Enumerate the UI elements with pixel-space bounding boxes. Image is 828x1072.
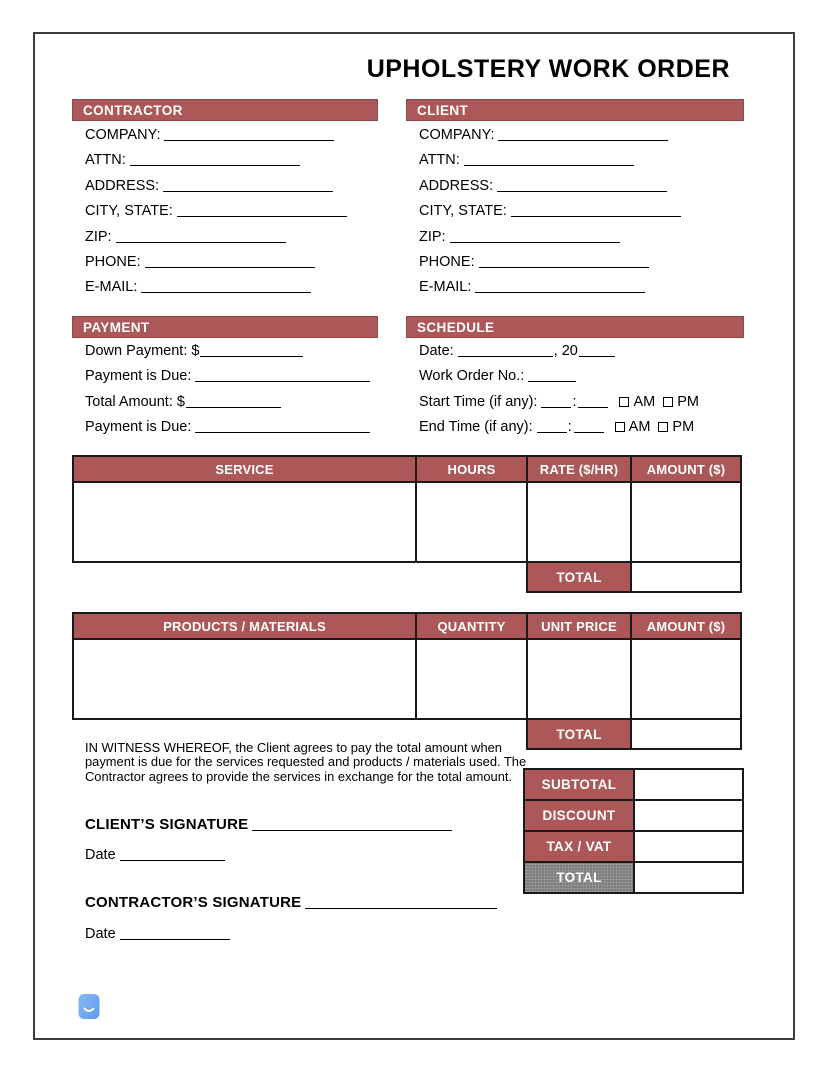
schedule-fields <box>419 339 699 441</box>
field-label: PHONE: <box>419 253 475 270</box>
address-blank-line <box>497 178 667 192</box>
contractor-address-row <box>85 174 347 199</box>
email-blank-line <box>141 279 311 293</box>
work-order-blank-line <box>528 368 576 382</box>
contractor-signature-line <box>305 895 497 909</box>
quantity-column-header: QUANTITY <box>416 613 527 639</box>
contractor-attn-row <box>85 148 347 173</box>
service-table <box>72 455 742 563</box>
am-label: AM <box>628 419 651 436</box>
year-prefix: , 20 <box>553 343 578 359</box>
client-zip-row <box>419 225 681 250</box>
client-city-state-row <box>419 199 681 224</box>
products-total-value <box>631 719 741 749</box>
discount-label: DISCOUNT <box>524 800 634 831</box>
company-blank-line <box>164 127 334 141</box>
attn-blank-line <box>130 152 300 166</box>
service-cell <box>73 482 416 562</box>
tax-vat-label: TAX / VAT <box>524 831 634 862</box>
payment-section-header: PAYMENT <box>72 316 378 338</box>
date-row <box>419 339 699 364</box>
client-fields <box>419 123 681 301</box>
products-table <box>72 612 742 720</box>
contractor-signature-label: CONTRACTOR’S SIGNATURE <box>85 894 302 911</box>
rate-cell <box>527 482 631 562</box>
payment-due-blank-line <box>195 368 370 382</box>
work-order-number-row <box>419 364 699 389</box>
field-label: COMPANY: <box>419 127 495 143</box>
unit-price-cell <box>527 639 631 719</box>
products-total-label: TOTAL <box>527 719 631 749</box>
client-signature-date-row <box>85 847 225 863</box>
down-payment-row <box>85 339 370 364</box>
payment-due-blank-line <box>195 419 370 433</box>
contractor-date-line <box>120 926 230 940</box>
attn-blank-line <box>464 152 634 166</box>
year-blank-line <box>579 343 615 357</box>
date-label: Date <box>85 847 116 863</box>
hours-column-header: HOURS <box>416 456 527 482</box>
eforms-logo-icon <box>78 993 100 1020</box>
contractor-section-header: CONTRACTOR <box>72 99 378 121</box>
contractor-email-row <box>85 275 347 300</box>
payment-due-row-1 <box>85 364 370 389</box>
service-total-row <box>526 561 742 593</box>
field-label: PHONE: <box>85 253 141 270</box>
payment-fields <box>85 339 370 441</box>
products-total-row <box>526 718 742 750</box>
client-attn-row <box>419 148 681 173</box>
start-minute-blank-line <box>578 394 608 408</box>
client-signature-label: CLIENT’S SIGNATURE <box>85 816 249 833</box>
service-total-value <box>631 562 741 592</box>
client-signature-line <box>252 817 452 831</box>
field-label: ADDRESS: <box>419 177 494 194</box>
zip-blank-line <box>450 229 620 243</box>
city-state-blank-line <box>177 203 347 217</box>
contractor-signature-date-row <box>85 926 230 942</box>
payment-due-row-2 <box>85 415 370 440</box>
discount-value <box>634 800 743 831</box>
service-column-header: SERVICE <box>73 456 416 482</box>
field-label: ATTN: <box>85 152 126 169</box>
field-label: Total Amount: $ <box>85 393 185 410</box>
service-total-label: TOTAL <box>527 562 631 592</box>
end-pm-checkbox <box>658 422 668 432</box>
client-signature-row <box>85 816 452 833</box>
date-blank-line <box>458 343 553 357</box>
witness-clause <box>85 741 526 784</box>
time-separator: : <box>567 419 572 436</box>
phone-blank-line <box>145 254 315 268</box>
total-amount-row <box>85 390 370 415</box>
time-separator: : <box>572 393 577 410</box>
start-time-row <box>419 390 699 415</box>
end-time-row <box>419 415 699 440</box>
document-title: UPHOLSTERY WORK ORDER <box>366 55 730 83</box>
pm-label: PM <box>677 393 699 410</box>
subtotal-row <box>524 769 743 800</box>
field-label: ATTN: <box>419 152 460 169</box>
email-blank-line <box>475 279 645 293</box>
tax-vat-row <box>524 831 743 862</box>
amount-cell <box>631 482 741 562</box>
discount-row <box>524 800 743 831</box>
rate-column-header: RATE ($/HR) <box>527 456 631 482</box>
field-label: ADDRESS: <box>85 177 160 194</box>
field-label: Payment is Due: <box>85 419 192 436</box>
contractor-company-row <box>85 123 347 148</box>
grand-total-value <box>634 862 743 893</box>
products-column-header: PRODUCTS / MATERIALS <box>73 613 416 639</box>
am-label: AM <box>633 393 656 410</box>
end-am-checkbox <box>615 422 625 432</box>
date-label: Date <box>85 926 116 942</box>
quantity-cell <box>416 639 527 719</box>
grand-total-row <box>524 862 743 893</box>
client-date-line <box>120 847 225 861</box>
contractor-fields <box>85 123 347 301</box>
field-label: COMPANY: <box>85 127 161 143</box>
start-am-checkbox <box>619 397 629 407</box>
contractor-zip-row <box>85 225 347 250</box>
unit-price-column-header: UNIT PRICE <box>527 613 631 639</box>
hours-cell <box>416 482 527 562</box>
amount-cell <box>631 639 741 719</box>
address-blank-line <box>163 178 333 192</box>
field-label: Payment is Due: <box>85 368 192 385</box>
field-label: Work Order No.: <box>419 368 525 385</box>
schedule-section-header: SCHEDULE <box>406 316 744 338</box>
client-company-row <box>419 123 681 148</box>
products-cell <box>73 639 416 719</box>
field-label: Down Payment: $ <box>85 343 200 359</box>
start-pm-checkbox <box>663 397 673 407</box>
products-table-row <box>73 639 741 719</box>
summary-table <box>523 768 744 894</box>
zip-blank-line <box>116 229 286 243</box>
field-label: ZIP: <box>419 228 446 245</box>
end-hour-blank-line <box>537 419 567 433</box>
client-section-header: CLIENT <box>406 99 744 121</box>
pm-label: PM <box>672 419 695 436</box>
start-hour-blank-line <box>541 394 571 408</box>
amount-column-header: AMOUNT ($) <box>631 613 741 639</box>
tax-vat-value <box>634 831 743 862</box>
field-label: End Time (if any): <box>419 419 533 436</box>
amount-column-header: AMOUNT ($) <box>631 456 741 482</box>
field-label: ZIP: <box>85 228 112 245</box>
field-label: E-MAIL: <box>85 279 138 296</box>
contractor-signature-row <box>85 894 497 911</box>
witness-line: payment is due for the services requested and products / materials used. The <box>85 754 527 770</box>
field-label: Start Time (if any): <box>419 393 538 410</box>
subtotal-label: SUBTOTAL <box>524 769 634 800</box>
client-email-row <box>419 275 681 300</box>
grand-total-label: TOTAL <box>524 862 634 893</box>
end-minute-blank-line <box>574 419 604 433</box>
subtotal-value <box>634 769 743 800</box>
company-blank-line <box>498 127 668 141</box>
witness-line: IN WITNESS WHEREOF, the Client agrees to pay the total amount when <box>85 740 502 755</box>
contractor-city-state-row <box>85 199 347 224</box>
total-amount-blank-line <box>186 394 281 408</box>
contractor-phone-row <box>85 250 347 275</box>
down-payment-blank-line <box>200 343 303 357</box>
field-label: CITY, STATE: <box>419 203 507 220</box>
field-label: Date: <box>419 343 454 359</box>
client-phone-row <box>419 250 681 275</box>
service-table-row <box>73 482 741 562</box>
field-label: CITY, STATE: <box>85 203 173 220</box>
phone-blank-line <box>479 254 649 268</box>
client-address-row <box>419 174 681 199</box>
city-state-blank-line <box>511 203 681 217</box>
witness-line: Contractor agrees to provide the services in exchange for the total amount. <box>85 768 513 784</box>
field-label: E-MAIL: <box>419 279 472 296</box>
